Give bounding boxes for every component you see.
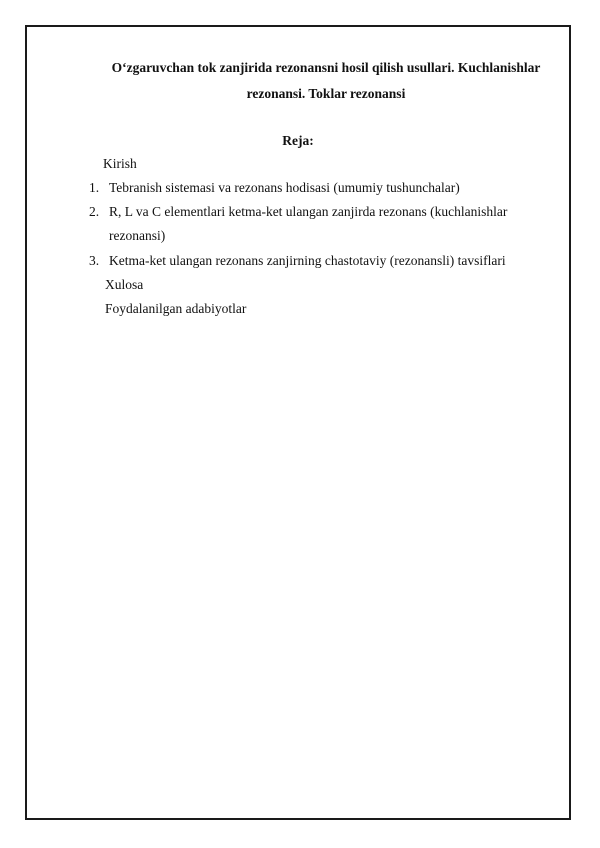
document-page	[25, 25, 571, 820]
plan-references: Foydalanilgan adabiyotlar	[105, 301, 247, 316]
plan-item-1	[89, 178, 460, 198]
plan-item-3	[89, 251, 506, 271]
plan-item-2-continuation: rezonansi)	[109, 228, 166, 243]
document-title-line-1: O‘zgaruvchan tok zanjirida rezonansni hosil qilish usullari. Kuchlanishlar	[111, 60, 541, 75]
plan-item-2	[89, 202, 507, 222]
plan-item-3-number: 3.	[89, 253, 100, 268]
plan-intro: Kirish	[103, 156, 137, 171]
plan-conclusion: Xulosa	[105, 277, 144, 292]
document-title	[83, 55, 569, 107]
plan-item-3-text: Ketma-ket ulangan rezonans zanjirning chastotaviy (rezonansli) tavsiflari	[109, 253, 506, 268]
plan-item-1-text: Tebranish sistemasi va rezonans hodisasi (umumiy tushunchalar)	[109, 180, 460, 195]
plan-item-2-text: R, L va C elementlari ketma-ket ulangan zanjirda rezonans (kuchlanishlar	[109, 204, 508, 219]
plan-heading: Reja:	[282, 133, 314, 148]
plan-item-2-number: 2.	[89, 204, 100, 219]
document-title-line-2: rezonansi. Toklar rezonansi	[246, 86, 406, 101]
plan-item-1-number: 1.	[89, 180, 100, 195]
